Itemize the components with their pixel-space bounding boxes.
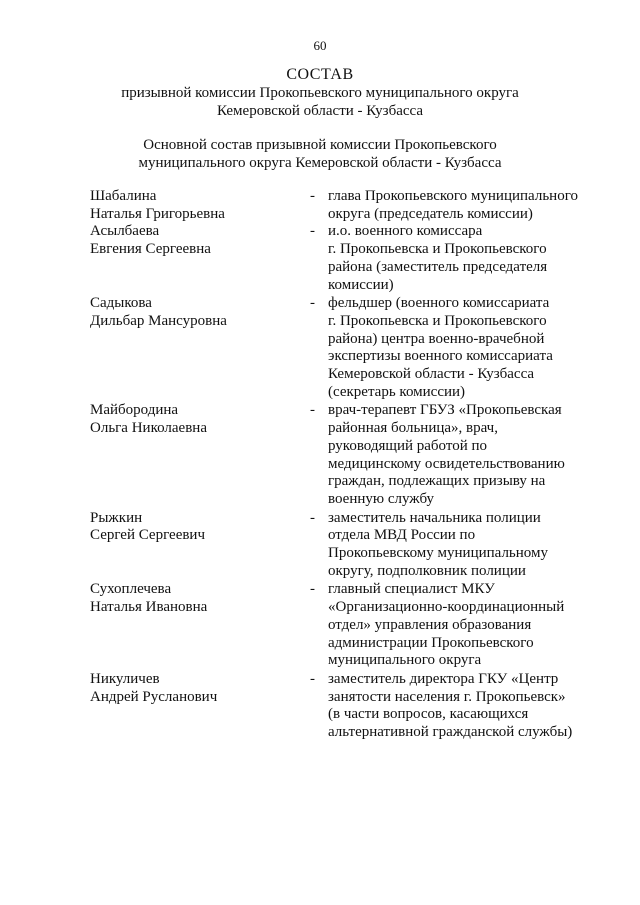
member-role-line: комиссии): [328, 276, 394, 293]
member-role-line: граждан, подлежащих призыву на: [328, 473, 546, 490]
member-dash: -: [310, 509, 315, 526]
member-role-line: альтернативной гражданской службы): [328, 724, 573, 741]
member-role-line: медицинскому освидетельствованию: [328, 455, 565, 472]
member-role-line: и.о. военного комиссара: [328, 223, 483, 240]
member-name: [90, 295, 310, 401]
member-dash: -: [310, 223, 315, 240]
member-name: [90, 581, 310, 670]
member-surname: Шабалина: [90, 188, 157, 204]
member-role: [328, 510, 600, 581]
member-dash: -: [310, 670, 315, 687]
member-role-line: района) центра военно-врачебной: [328, 330, 545, 347]
member-role-line: районная больница», врач,: [328, 420, 498, 437]
member-given-names: Сергей Сергеевич: [90, 527, 206, 544]
member-entry: [90, 671, 600, 742]
section-heading-line-1: Основной состав призывной комиссии Прокопьевского: [143, 137, 497, 153]
member-entry: [90, 223, 600, 294]
member-given-names: Евгения Сергеевна: [90, 241, 211, 258]
member-given-names: Андрей Русланович: [90, 688, 218, 705]
page-number: 60: [313, 38, 327, 53]
member-given-names: Ольга Николаевна: [90, 420, 207, 437]
member-name: [90, 402, 310, 508]
member-role-line: врач-терапевт ГБУЗ «Прокопьевская: [328, 402, 562, 419]
member-role-line: руководящий работой по: [328, 437, 488, 454]
member-role-line: заместитель начальника полиции: [328, 509, 541, 526]
member-role-line: экспертизы военного комиссариата: [328, 348, 553, 365]
member-role-line: Кемеровской области - Кузбасса: [328, 366, 535, 383]
member-role-line: г. Прокопьевска и Прокопьевского: [328, 241, 547, 258]
member-role: [328, 402, 600, 508]
section-heading-line-2: муниципального округа Кемеровской области - Кузбасса: [138, 155, 502, 171]
member-role-line: заместитель директора ГКУ «Центр: [328, 670, 559, 687]
member-entry: [90, 510, 600, 581]
document-title: СОСТАВ: [286, 66, 354, 83]
member-surname: Никуличев: [90, 670, 160, 687]
document-title-line-2: призывной комиссии Прокопьевского муниципального округа: [121, 85, 519, 101]
member-role: [328, 188, 600, 223]
member-role-line: военную службу: [328, 490, 435, 507]
member-surname: Садыкова: [90, 295, 152, 312]
member-role-line: (секретарь комиссии): [328, 383, 466, 400]
member-role-line: администрации Прокопьевского: [328, 634, 534, 651]
document-header: [0, 66, 640, 120]
member-role-line: г. Прокопьевска и Прокопьевского: [328, 312, 547, 329]
section-heading: [0, 136, 640, 172]
member-entry: [90, 188, 600, 223]
member-role-line: глава Прокопьевского муниципального: [328, 188, 578, 204]
member-entry: [90, 581, 600, 670]
member-name: [90, 510, 310, 581]
member-surname: Сухоплечева: [90, 581, 172, 598]
member-surname: Рыжкин: [90, 509, 143, 526]
member-role-line: отдела МВД России по: [328, 527, 476, 544]
member-role-line: Прокопьевскому муниципальному: [328, 545, 548, 562]
member-name: [90, 223, 310, 294]
member-entry: [90, 295, 600, 401]
member-role-line: главный специалист МКУ: [328, 581, 495, 598]
member-entry: [90, 402, 600, 508]
member-role-line: округу, подполковник полиции: [328, 562, 526, 579]
member-role: [328, 295, 600, 401]
member-given-names: Наталья Григорьевна: [90, 205, 225, 222]
member-role-line: фельдшер (военного комиссариата: [328, 295, 550, 312]
member-role-line: муниципального округа: [328, 652, 482, 669]
members-list: [90, 188, 600, 742]
member-role: [328, 581, 600, 670]
member-role: [328, 671, 600, 742]
member-surname: Майбородина: [90, 402, 179, 419]
member-role-line: района (заместитель председателя: [328, 258, 548, 275]
member-given-names: Наталья Ивановна: [90, 599, 208, 616]
member-dash: -: [310, 295, 315, 312]
member-role-line: округа (председатель комиссии): [328, 205, 533, 222]
member-role-line: отдел» управления образования: [328, 616, 532, 633]
member-name: [90, 671, 310, 742]
member-dash: -: [310, 402, 315, 419]
member-given-names: Дильбар Мансуровна: [90, 312, 227, 329]
member-dash: -: [310, 188, 315, 204]
member-role: [328, 223, 600, 294]
member-role-line: «Организационно-координационный: [328, 599, 565, 616]
member-dash: -: [310, 581, 315, 598]
member-name: [90, 188, 310, 223]
member-surname: Асылбаева: [90, 223, 160, 240]
member-role-line: (в части вопросов, касающихся: [328, 706, 529, 723]
document-title-line-3: Кемеровской области - Кузбасса: [216, 103, 424, 119]
member-role-line: занятости населения г. Прокопьевск»: [328, 688, 566, 705]
